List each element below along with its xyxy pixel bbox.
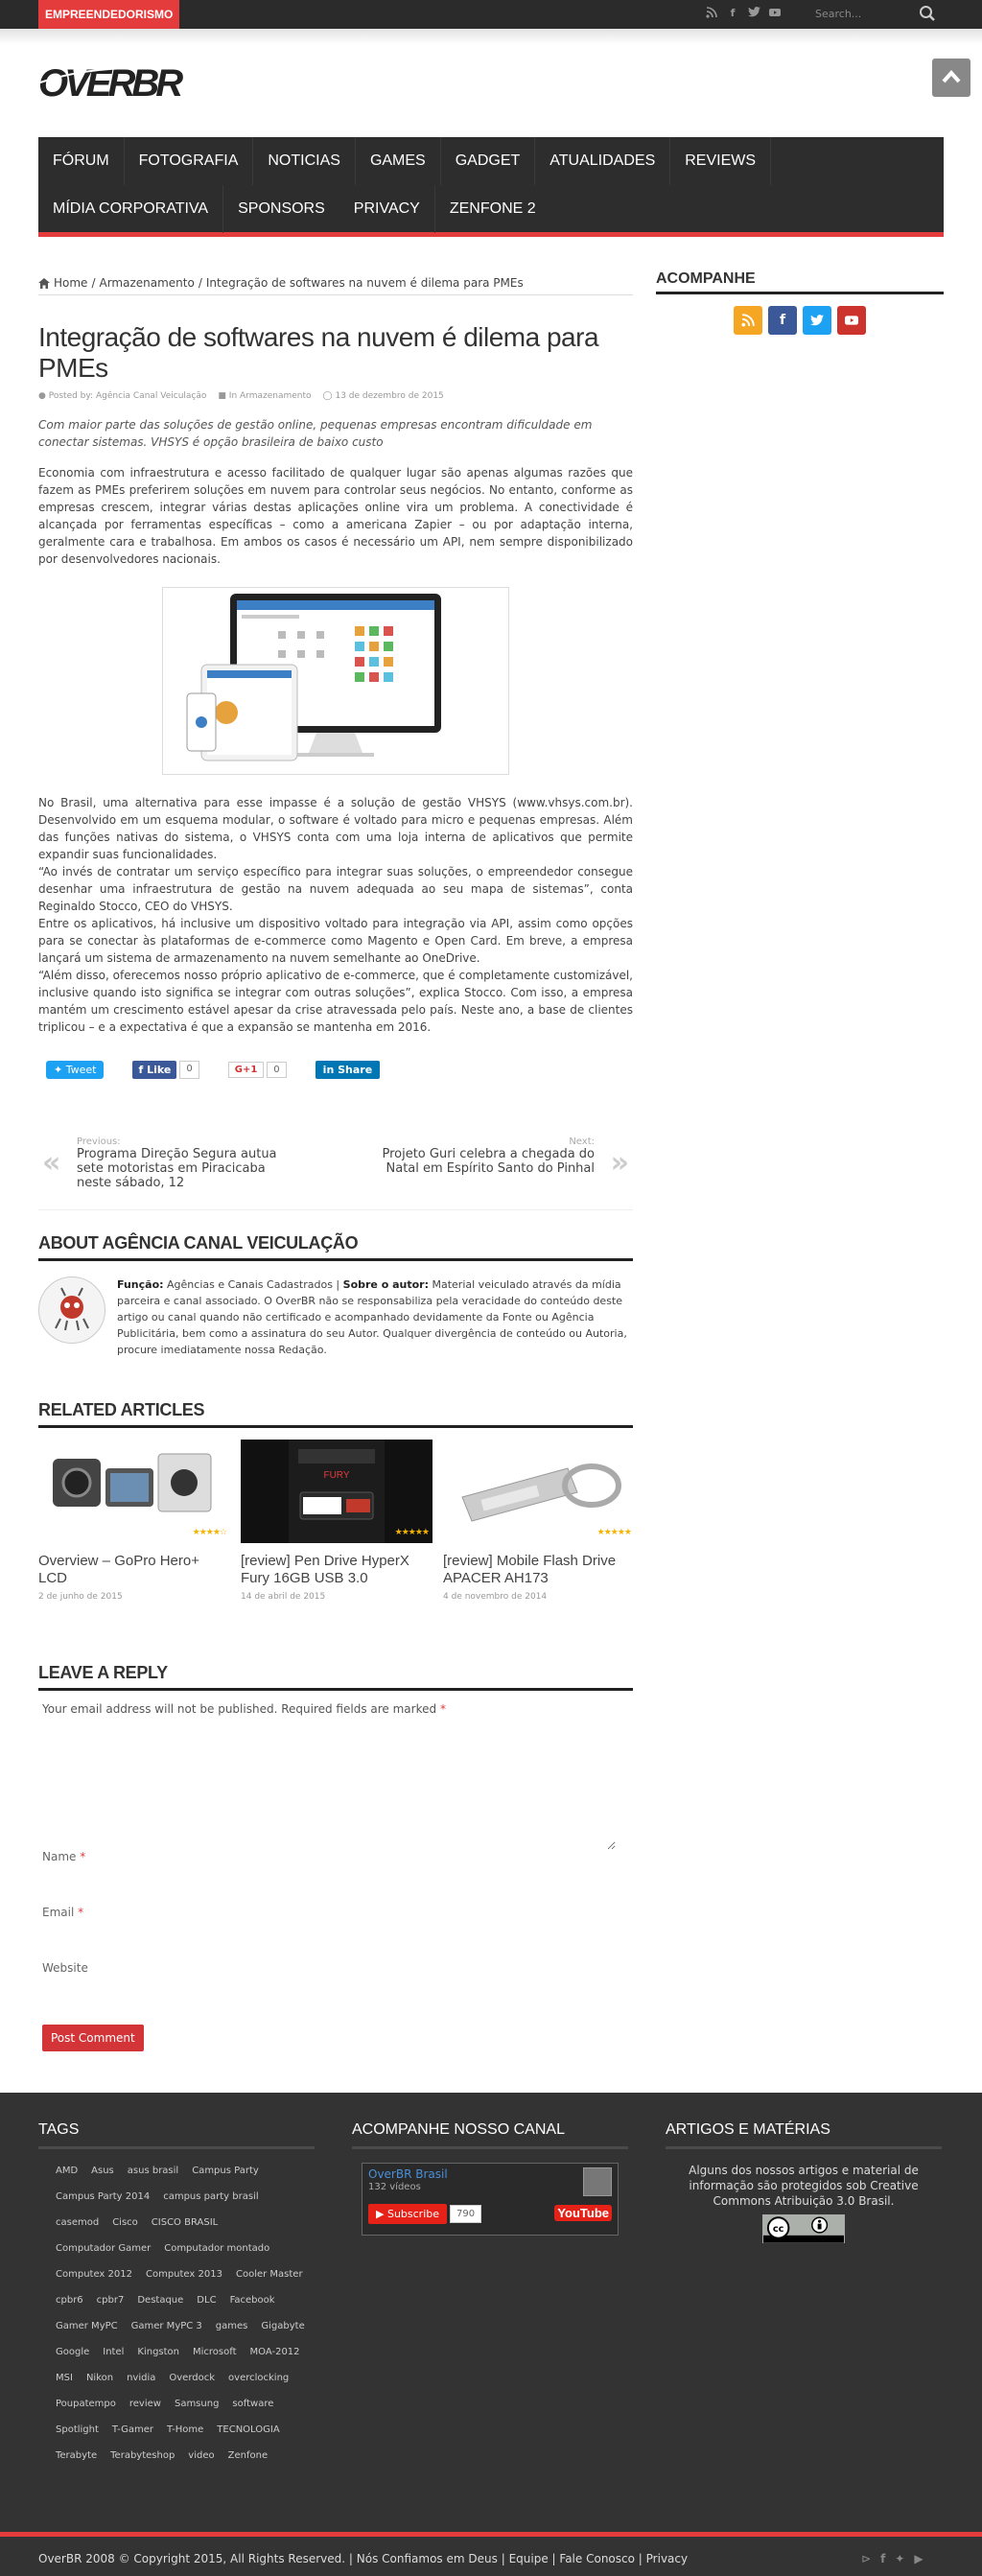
facebook-icon[interactable]: f (730, 7, 736, 19)
related-articles (38, 1400, 633, 1602)
rating-stars: ★★★★☆ (192, 1528, 226, 1537)
linkedin-share-button[interactable]: in Share (316, 1061, 381, 1079)
breadcrumb-separator: / (91, 276, 96, 290)
tag-link[interactable]: Asus (91, 2166, 114, 2176)
previous-title: Programa Direção Segura autua sete motoristas em Piracicaba neste sábado, 12 (77, 1147, 277, 1190)
footer-tags-heading: TAGS (38, 2121, 315, 2149)
tag-link[interactable]: campus party brasil (163, 2191, 259, 2202)
tag-link[interactable]: Samsung (174, 2399, 220, 2409)
sidebar (656, 270, 944, 335)
twitter-icon[interactable] (747, 7, 760, 20)
subscriber-count: 790 (450, 2205, 481, 2223)
top-shadow (0, 29, 982, 44)
tag-link[interactable]: Facebook (229, 2295, 275, 2306)
main-nav (38, 137, 944, 237)
tag-link[interactable]: MSI (56, 2373, 73, 2383)
breadcrumb-category[interactable]: Armazenamento (99, 276, 195, 290)
rss-icon[interactable] (734, 306, 762, 335)
previous-post-link[interactable] (38, 1136, 297, 1190)
tag-link[interactable]: Destaque (137, 2295, 184, 2306)
channel-videos: 132 vídeos (368, 2182, 421, 2192)
tag-link[interactable]: Google (56, 2347, 90, 2357)
nav-item-f-rum[interactable]: FÓRUM (38, 137, 125, 185)
post-author[interactable]: ● Posted by: Agência Canal Veiculação (38, 391, 207, 401)
rss-icon[interactable] (705, 7, 718, 20)
tag-link[interactable]: DLC (197, 2295, 217, 2306)
reply-heading: LEAVE A REPLY (38, 1663, 633, 1691)
youtube-icon[interactable] (837, 306, 866, 335)
logo-text: OVERBR (38, 62, 180, 103)
next-label: Next: (569, 1136, 595, 1147)
related-date: 4 de novembro de 2014 (443, 1592, 548, 1602)
tag-link[interactable]: Zenfone (227, 2450, 269, 2461)
channel-name[interactable]: OverBR Brasil (368, 2167, 448, 2181)
tag-link[interactable]: Cisco (112, 2217, 138, 2228)
related-title[interactable]: [review] Mobile Flash Drive APACER AH173 (443, 1553, 617, 1586)
linkedin-icon: in (322, 1064, 335, 1076)
footer-channel-heading: ACOMPANHE NOSSO CANAL (352, 2121, 628, 2149)
nav-item-atualidades[interactable]: ATUALIDADES (535, 137, 670, 185)
tag-link[interactable]: nvidia (127, 2373, 156, 2383)
youtube-widget (362, 2163, 619, 2236)
tag-link[interactable]: cpbr6 (56, 2295, 83, 2306)
footer-social-icons (861, 2552, 924, 2565)
tag-link[interactable]: video (188, 2450, 215, 2461)
post-title: Integração de softwares na nuvem é dilema para PMEs (38, 322, 599, 383)
creative-commons-badge[interactable] (762, 2214, 845, 2243)
play-icon: ▶ (376, 2207, 385, 2220)
nav-item-games[interactable]: GAMES (356, 137, 441, 185)
tag-link[interactable]: Gigabyte (261, 2321, 305, 2331)
nav-item-gadget[interactable]: GADGET (441, 137, 536, 185)
footer-channel (352, 2121, 628, 2236)
footer-license (666, 2121, 942, 2243)
search-input[interactable]: Search... (815, 8, 862, 20)
breadcrumb-separator: / (198, 276, 202, 290)
tag-link[interactable]: cpbr7 (96, 2295, 125, 2306)
svg-text:FURY: FURY (323, 1470, 350, 1481)
footer-link[interactable]: Fale Conosco (559, 2552, 635, 2565)
tag-link[interactable]: Nikon (85, 2373, 114, 2383)
website-field[interactable]: Website (42, 1961, 88, 1975)
post-image (162, 587, 509, 775)
post-paragraph: Entre os aplicativos, há inclusive um dispositivo voltado para integração via API, assim como opções para se conectar às plataformas de e-commerce como Magento e Open Card. Em breve, a empresa lançará um sistema de armazenamento na nuvem semelhante ao OneDrive. (38, 917, 633, 965)
tag-link[interactable]: Intel (103, 2347, 125, 2357)
tag-link[interactable]: TECNOLOGIA (217, 2424, 280, 2435)
related-date: 2 de junho de 2015 (38, 1592, 123, 1602)
chevron-left-icon: « (42, 1146, 61, 1180)
tag-link[interactable]: Cooler Master (235, 2269, 303, 2280)
nav-item-reviews[interactable]: REVIEWS (670, 137, 771, 185)
related-thumbnail[interactable] (38, 1440, 230, 1543)
post-category[interactable]: ■ In Armazenamento (218, 391, 312, 401)
home-icon (38, 278, 50, 289)
category-link[interactable]: EMPREENDEDORISMO (38, 0, 179, 29)
tag-link[interactable]: software (232, 2399, 274, 2409)
like-count: 0 (179, 1061, 199, 1079)
sidebar-heading: ACOMPANHE (656, 270, 944, 294)
top-social-icons (705, 7, 782, 20)
related-article[interactable] (241, 1440, 433, 1602)
comment-form (38, 1663, 633, 2051)
tag-link[interactable]: Overdock (169, 2373, 216, 2383)
copyright-bar (0, 2532, 982, 2565)
tag-link[interactable]: review (129, 2399, 161, 2409)
related-date: 14 de abril de 2015 (241, 1592, 326, 1602)
tag-link[interactable]: Kingston (137, 2347, 180, 2357)
rating-stars: ★★★★★ (596, 1528, 631, 1537)
tag-link[interactable]: asus brasil (127, 2166, 179, 2176)
post-paragraph: “Ao invés de contratar um serviço específico para integrar suas soluções, o empreendedor consegue desenhar uma infraestrutura de gestão na nuvem adequada ao seu mapa de sistemas”, conta Reginaldo Stocco, CEO do VHSYS. (38, 865, 633, 913)
post-date: ◯ 13 de dezembro de 2015 (322, 391, 444, 401)
facebook-like-button[interactable]: f Like (132, 1061, 176, 1079)
share-bar (46, 1061, 633, 1079)
footer (0, 2093, 982, 2576)
post-meta (38, 391, 633, 401)
related-article[interactable] (38, 1440, 230, 1602)
user-icon: ● (38, 391, 46, 401)
facebook-icon[interactable]: f (768, 306, 797, 335)
tag-link[interactable]: games (215, 2321, 248, 2331)
tag-link[interactable]: CISCO BRASIL (151, 2217, 219, 2228)
post-paragraph: Economia com infraestrutura e acesso facilitado de qualquer lugar são apenas algumas razões que fazem as PMEs preferirem soluções em nuvem para controlar seus negócios. No entanto, conforme as empresas crescem, integrar várias destas aplicações online vira um problema. A conectividade é alcançada por ferramentas específicas – como a americana Zapier – ou por adaptação interna, geralmente cara e trabalhosa. Em ambos os casos é necessário um API, nem sempre disponibilizado por desenvolvedores nacionais. (38, 466, 633, 566)
clock-icon: ◯ (322, 391, 333, 401)
tag-link[interactable]: Computador Gamer (56, 2243, 152, 2254)
tag-link[interactable]: Campus Party (192, 2166, 259, 2176)
related-title[interactable]: Overview – GoPro Hero+ LCD (38, 1553, 199, 1586)
tag-link[interactable]: Computador montado (164, 2243, 270, 2254)
top-bar (0, 0, 982, 29)
post-paragraph: “Além disso, oferecemos nosso próprio aplicativo de e-commerce, que é completamente customizável, inclusive quando isto significa se integrar com outras soluções”, explica Stocco. Com isso, a empresa mantém um crescimento estável apesar da crise atravessada pelo país. Neste ano, a base de clientes triplicou – e a expectativa é que a expansão se mantenha em 2016. (38, 969, 633, 1034)
license-text: Alguns dos nossos artigos e material de informação são protegidos sob Creative Commons Atribuição 3.0 Brasil. (689, 2164, 919, 2208)
footer-link[interactable]: Nós Confiamos em Deus (356, 2552, 498, 2565)
footer-link[interactable]: Privacy (645, 2552, 689, 2565)
tag-link[interactable]: casemod (56, 2217, 100, 2228)
post-intro: Com maior parte das soluções de gestão online, pequenas empresas encontram dificuldade em conectar sistemas. VHSYS é opção brasileira de baixo custo (38, 418, 593, 449)
name-field[interactable]: Name * (42, 1850, 86, 1863)
main-content (38, 276, 633, 2051)
tag-link[interactable]: MOA-2012 (249, 2347, 300, 2357)
comment-textarea[interactable] (42, 1725, 616, 1850)
channel-avatar[interactable] (583, 2167, 612, 2196)
breadcrumb-home[interactable]: Home (54, 276, 88, 290)
tag-link[interactable]: Terabyte (56, 2450, 98, 2461)
nav-item-sponsors[interactable]: SPONSORS (238, 200, 325, 217)
facebook-icon: f (138, 1064, 144, 1076)
nav-item-privacy[interactable]: PRIVACY (339, 185, 435, 233)
svg-text:cc: cc (772, 2223, 784, 2235)
rss-icon[interactable]: ⊳ (861, 2552, 872, 2565)
tag-link[interactable]: T-Gamer (111, 2424, 153, 2435)
chevron-up-icon (932, 59, 970, 97)
rating-stars: ★★★★★ (394, 1528, 429, 1537)
breadcrumb-current: Integração de softwares na nuvem é dilema para PMEs (205, 276, 524, 290)
tweet-button[interactable]: ✦ Tweet (46, 1061, 104, 1079)
site-logo[interactable] (38, 59, 187, 103)
reply-note: Your email address will not be published. Required fields are marked * (42, 1702, 446, 1716)
gplus-count: 0 (267, 1062, 286, 1078)
facebook-icon[interactable]: f (880, 2552, 886, 2565)
twitter-icon[interactable] (803, 306, 831, 335)
tag-link[interactable]: Terabyteshop (110, 2450, 175, 2461)
folder-icon: ■ (218, 391, 226, 401)
previous-label: Previous: (77, 1136, 121, 1147)
youtube-logo[interactable]: YouTube (554, 2206, 612, 2220)
about-heading: ABOUT AGÊNCIA CANAL VEICULAÇÃO (38, 1233, 633, 1261)
search-icon[interactable] (919, 5, 938, 24)
youtube-icon[interactable]: ▶ (914, 2552, 924, 2565)
email-field[interactable]: Email * (42, 1906, 84, 1919)
tag-link[interactable]: Poupatempo (56, 2399, 116, 2409)
nav-item-m-dia-corporativa[interactable]: MÍDIA CORPORATIVA (38, 185, 223, 233)
nav-item-noticias[interactable]: NOTICIAS (253, 137, 356, 185)
nav-item-fotografia[interactable]: FOTOGRAFIA (125, 137, 254, 185)
tag-link[interactable]: Campus Party 2014 (56, 2191, 151, 2202)
tag-link[interactable]: T-Home (166, 2424, 204, 2435)
footer-link[interactable]: Equipe (508, 2552, 549, 2565)
related-thumbnail[interactable] (241, 1440, 433, 1543)
twitter-icon[interactable]: ✦ (895, 2552, 905, 2565)
scroll-top-button[interactable] (932, 59, 970, 97)
tag-link[interactable]: AMD (56, 2166, 79, 2176)
tag-link[interactable]: overclocking (228, 2373, 290, 2383)
tag-link[interactable]: Microsoft (193, 2347, 237, 2357)
next-post-link[interactable] (374, 1136, 633, 1190)
sidebar-social (656, 306, 944, 335)
twitter-icon: ✦ (54, 1064, 63, 1076)
about-author (38, 1233, 633, 1358)
post-comment-button[interactable]: Post Comment (42, 2025, 144, 2051)
related-title[interactable]: [review] Pen Drive HyperX Fury 16GB USB 3.0 (241, 1553, 409, 1586)
tag-link[interactable]: Spotlight (56, 2424, 99, 2435)
gplus-button[interactable]: G+1 (228, 1062, 265, 1078)
avatar[interactable] (38, 1276, 105, 1344)
about-text: Função: Agências e Canais Cadastrados | Sobre o autor: Material veiculado através da mídia parceira e canal associado. O OverBR não se responsabiliza pela veracidade do conteúdo deste artigo ou canal quando não certificado e acompanhado devidamente da Fonte ou Agência Publicitária, bem como a assinatura do seu Autor. Qualquer divergência de conteúdo ou Autoria, procure imediatamente nossa Redação. (117, 1278, 627, 1356)
tag-link[interactable]: Gamer MyPC (56, 2321, 118, 2331)
tag-link[interactable]: Computex 2013 (145, 2269, 222, 2280)
next-title: Projeto Guri celebra a chegada do Natal em Espírito Santo do Pinhal (382, 1147, 595, 1176)
post-navigation (38, 1136, 633, 1210)
copyright-text: OverBR 2008 © Copyright 2015, All Rights Reserved. | Nós Confiamos em Deus | Equipe | Fale Conosco | Privacy (38, 2552, 689, 2565)
related-heading: RELATED ARTICLES (38, 1400, 633, 1428)
youtube-icon[interactable] (768, 7, 782, 20)
footer-tags (38, 2121, 315, 2473)
nav-item-zenfone-2[interactable]: ZENFONE 2 (449, 200, 536, 217)
chevron-right-icon: » (610, 1146, 629, 1180)
youtube-subscribe-button[interactable]: ▶ Subscribe (368, 2204, 447, 2224)
breadcrumb (38, 276, 633, 295)
tag-link[interactable]: Gamer MyPC 3 (130, 2321, 202, 2331)
tag-link[interactable]: Computex 2012 (56, 2269, 132, 2280)
footer-license-heading: ARTIGOS E MATÉRIAS (666, 2121, 942, 2149)
post-paragraph: No Brasil, uma alternativa para esse impasse é a solução de gestão VHSYS (www.vhsys.com.br). Desenvolvido em um esquema modular, o software é voltado para micro e pequenas empresas. Além das funções nativas do sistema, o VHSYS conta com uma loja interna de aplicativos que permite expandir suas funcionalidades. (38, 796, 633, 861)
related-thumbnail[interactable] (443, 1440, 635, 1543)
related-article[interactable] (443, 1440, 635, 1602)
